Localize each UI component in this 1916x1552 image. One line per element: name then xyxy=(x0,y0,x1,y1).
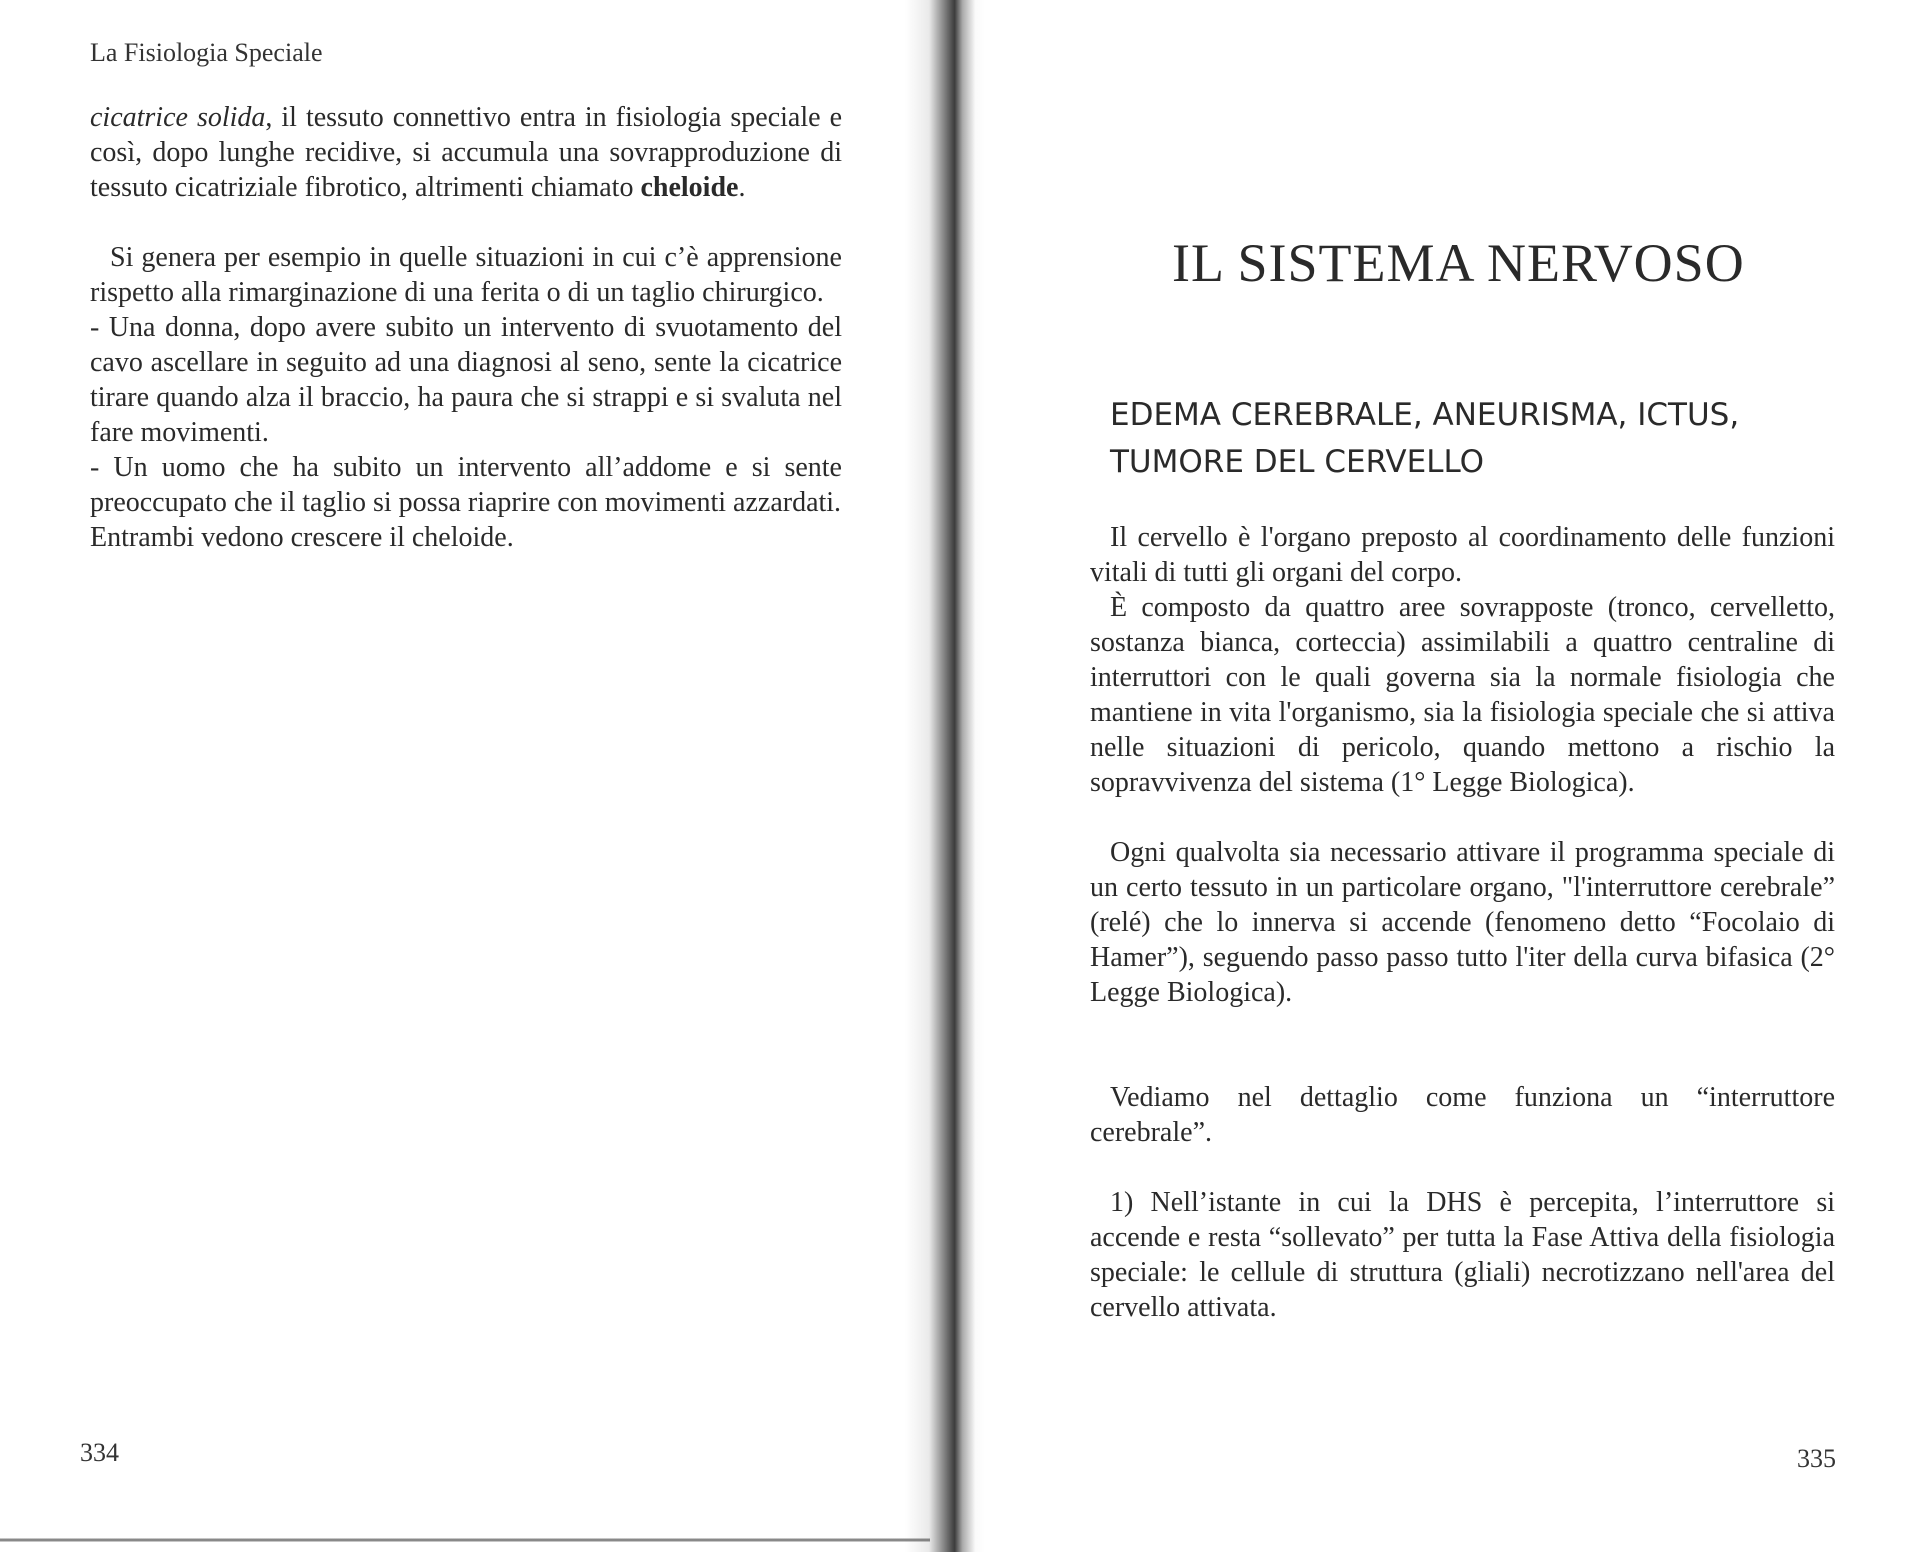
paragraph-conclusion: Entrambi vedono crescere il cheloide. xyxy=(90,522,514,553)
left-page-body xyxy=(90,100,842,555)
paragraph-aree: È composto da quattro aree sovrapposte (tronco, cervelletto, sostanza bianca, corteccia) assimilabili a quattro centraline di interruttori con le quali governa sia la normale fisiologia che mantiene in vita l'organismo, sia la fisiologia speciale che si attiva nelle situazioni di pericolo, quando mettono a rischio la sopravvivenza del sistema (1° Legge Biologica). xyxy=(1090,592,1835,798)
italic-term: cicatrice solida xyxy=(90,102,266,133)
section-heading: EDEMA CEREBRALE, ANEURISMA, ICTUS, TUMORE DEL CERVELLO xyxy=(1110,397,1740,480)
paragraph-situazioni: Si genera per esempio in quelle situazioni in cui c’è apprensione rispetto alla rimarginazione di una ferita o di un taglio chirurgico. xyxy=(90,242,842,308)
bold-term: cheloide xyxy=(640,172,739,203)
page-number-left: 334 xyxy=(80,1438,119,1467)
paragraph-end: . xyxy=(738,172,746,203)
book-gutter-shadow xyxy=(905,0,985,1552)
paragraph-interruttore: Ogni qualvolta sia necessario attivare il programma speciale di un certo tessuto in un particolare organo, "l'interruttore cerebrale” (relé) che lo innerva si accende (fenomeno detto “Focolaio di Hamer”), seguendo passo passo tutto l'iter della curva bifasica (2° Legge Biologica). xyxy=(1090,837,1835,1008)
paragraph-example-uomo: - Un uomo che ha subito un intervento all’addome e si sente preoccupato che il taglio si possa riaprire con movimenti azzardati. xyxy=(90,452,842,518)
running-header: La Fisiologia Speciale xyxy=(90,38,323,67)
paragraph-text: , il tessuto connettivo entra in fisiologia speciale e così, dopo lunghe recidive, si accumula una sovrapproduzione di tessuto cicatriziale fibrotico, altrimenti chiamato xyxy=(90,102,842,203)
paragraph-example-donna: - Una donna, dopo avere subito un intervento di svuotamento del cavo ascellare in seguito ad una diagnosi al seno, sente la cicatrice tirare quando alza il braccio, ha paura che si strappi e si svaluta nel fare movimenti. xyxy=(90,312,842,448)
paragraph-dettaglio: Vediamo nel dettaglio come funziona un “interruttore cerebrale”. xyxy=(1090,1082,1835,1148)
page-bottom-edge xyxy=(0,1538,930,1542)
right-page-body xyxy=(1090,520,1835,1325)
page-number-right: 335 xyxy=(1797,1444,1836,1473)
chapter-title: IL SISTEMA NERVOSO xyxy=(1172,233,1745,293)
paragraph-dhs: 1) Nell’istante in cui la DHS è percepita, l’interruttore si accende e resta “sollevato” per tutta la Fase Attiva della fisiologia speciale: le cellule di struttura (gliali) necrotizzano nell'area del cervello attivata. xyxy=(1090,1187,1835,1323)
paragraph-cervello: Il cervello è l'organo preposto al coordinamento delle funzioni vitali di tutti gli organi del corpo. xyxy=(1090,522,1835,588)
paragraph-cheloide xyxy=(90,100,842,205)
